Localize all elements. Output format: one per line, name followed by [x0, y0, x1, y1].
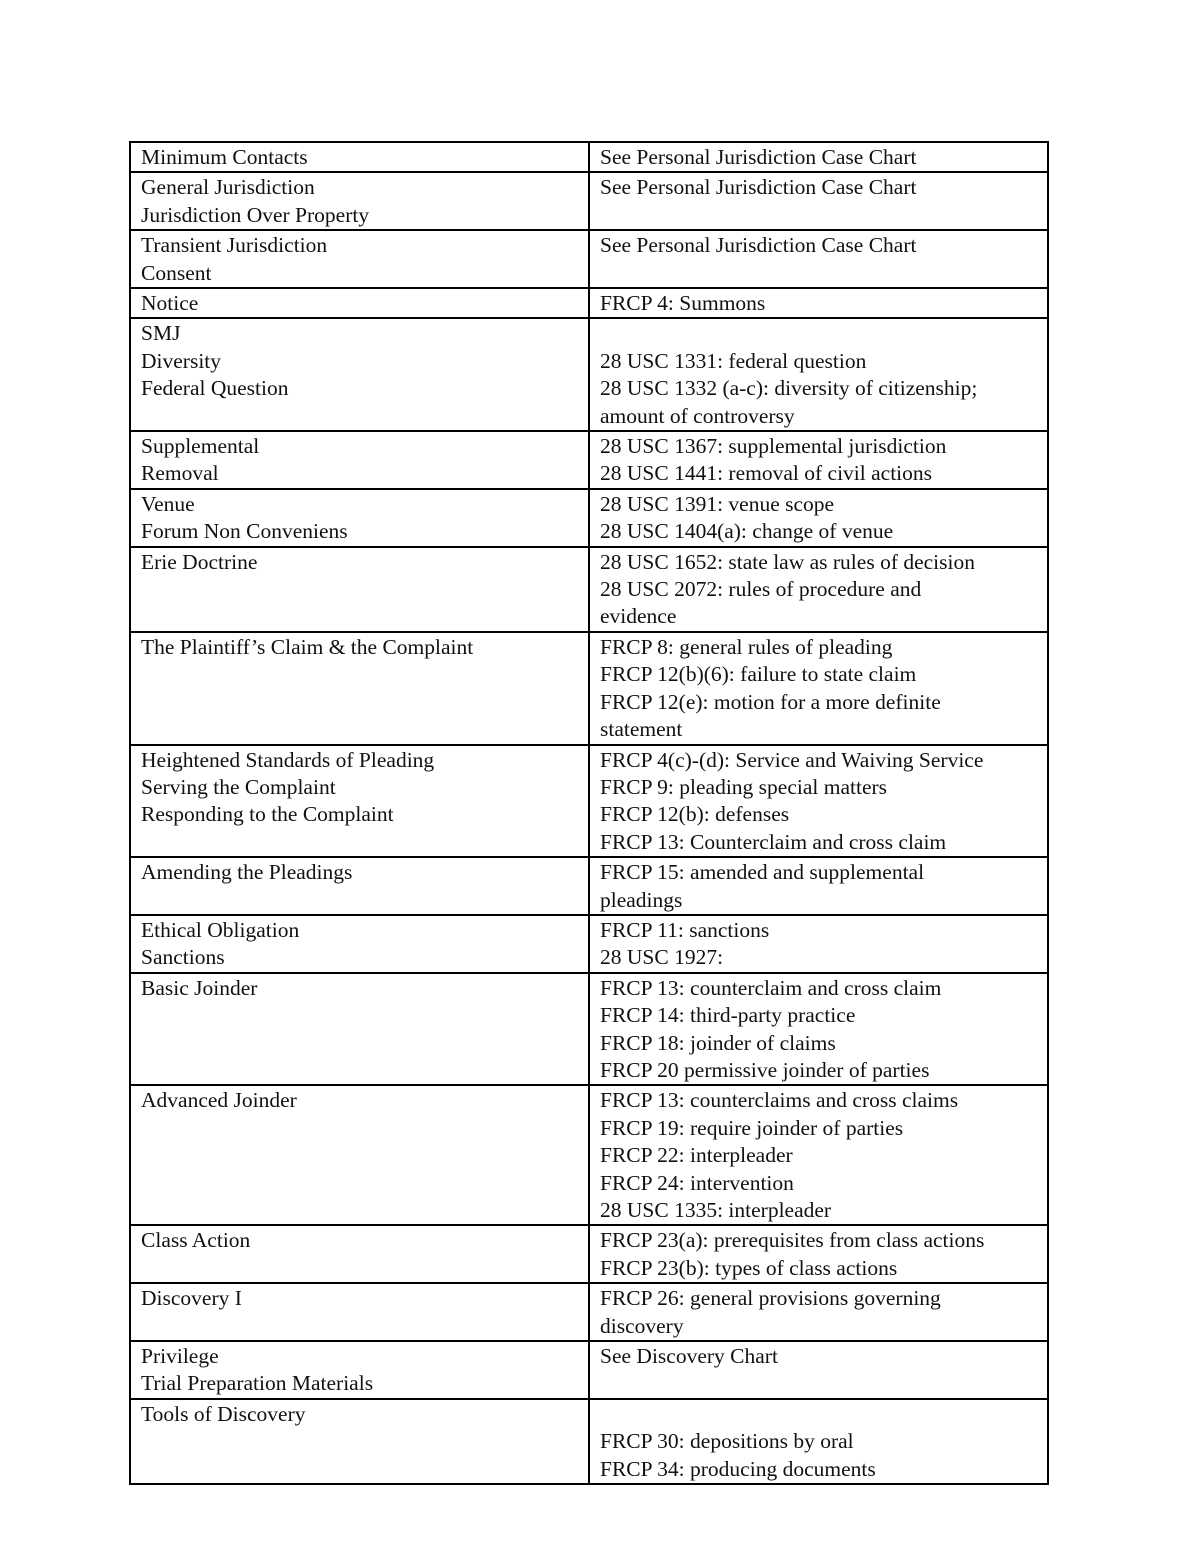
- rule-line: 28 USC 2072: rules of procedure and: [600, 577, 922, 602]
- rule-line: amount of controversy: [600, 403, 795, 428]
- topic-line: Erie Doctrine: [141, 549, 258, 574]
- table-row: [130, 489, 1048, 547]
- topic-cell: [130, 431, 589, 489]
- rule-line: [600, 320, 1037, 347]
- topic-cell: [130, 142, 589, 172]
- table-row: [130, 745, 1048, 858]
- rule-line: FRCP 18: joinder of claims: [600, 1030, 836, 1055]
- rules-cell: [589, 1399, 1048, 1484]
- rules-cell: [589, 857, 1048, 915]
- rules-cell: [589, 547, 1048, 632]
- topic-line: Removal: [141, 461, 219, 486]
- topic-cell: [130, 915, 589, 973]
- rule-line: FRCP 12(b)(6): failure to state claim: [600, 662, 917, 687]
- rules-chart-body: [130, 142, 1048, 1484]
- topic-cell: [130, 1085, 589, 1225]
- topic-cell: [130, 1225, 589, 1283]
- rule-line: See Personal Jurisdiction Case Chart: [600, 175, 917, 200]
- rule-line: 28 USC 1404(a): change of venue: [600, 519, 894, 544]
- rules-cell: [589, 230, 1048, 288]
- topic-line: Privilege: [141, 1344, 219, 1369]
- topic-cell: [130, 857, 589, 915]
- rule-line: FRCP 12(e): motion for a more definite: [600, 689, 941, 714]
- topic-cell: [130, 172, 589, 230]
- table-row: [130, 142, 1048, 172]
- table-row: [130, 1085, 1048, 1225]
- table-row: [130, 857, 1048, 915]
- rules-cell: [589, 915, 1048, 973]
- topic-line: Forum Non Conveniens: [141, 519, 348, 544]
- rule-line: FRCP 30: depositions by oral: [600, 1429, 854, 1454]
- topic-line: Responding to the Complaint: [141, 802, 394, 827]
- table-row: [130, 288, 1048, 318]
- rule-line: pleadings: [600, 887, 683, 912]
- rule-line: FRCP 8: general rules of pleading: [600, 634, 893, 659]
- topic-line: Minimum Contacts: [141, 145, 308, 169]
- table-row: [130, 230, 1048, 288]
- rule-line: FRCP 34: producing documents: [600, 1456, 876, 1481]
- topic-line: Jurisdiction Over Property: [141, 202, 370, 227]
- table-row: [130, 318, 1048, 431]
- rule-line: statement: [600, 717, 683, 742]
- table-row: [130, 547, 1048, 632]
- topic-line: Consent: [141, 260, 212, 285]
- rule-line: FRCP 4: Summons: [600, 291, 766, 316]
- rule-line: 28 USC 1332 (a-c): diversity of citizenship;: [600, 376, 978, 401]
- topic-line: Ethical Obligation: [141, 917, 300, 942]
- rule-line: FRCP 12(b): defenses: [600, 802, 790, 827]
- rule-line: FRCP 4(c)-(d): Service and Waiving Service: [600, 747, 984, 772]
- topic-cell: [130, 973, 589, 1086]
- table-row: [130, 973, 1048, 1086]
- table-row: [130, 632, 1048, 745]
- topic-line: Federal Question: [141, 376, 289, 401]
- topic-cell: [130, 745, 589, 858]
- topic-line: Supplemental: [141, 434, 260, 459]
- rules-cell: [589, 1225, 1048, 1283]
- rule-line: 28 USC 1331: federal question: [600, 348, 867, 373]
- topic-cell: [130, 632, 589, 745]
- rule-line: FRCP 11: sanctions: [600, 917, 770, 942]
- rules-chart-table: [129, 141, 1049, 1485]
- topic-line: Trial Preparation Materials: [141, 1371, 374, 1396]
- rule-line: FRCP 22: interpleader: [600, 1143, 793, 1168]
- rule-line: FRCP 13: Counterclaim and cross claim: [600, 829, 947, 854]
- rules-cell: [589, 1341, 1048, 1399]
- topic-cell: [130, 489, 589, 547]
- topic-cell: [130, 318, 589, 431]
- topic-cell: [130, 1341, 589, 1399]
- rule-line: FRCP 9: pleading special matters: [600, 774, 888, 799]
- rule-line: FRCP 24: intervention: [600, 1170, 794, 1195]
- topic-line: SMJ: [141, 321, 181, 346]
- rule-line: discovery: [600, 1313, 684, 1338]
- table-row: [130, 431, 1048, 489]
- rule-line: 28 USC 1927:: [600, 945, 724, 970]
- topic-line: Notice: [141, 291, 199, 316]
- rule-line: 28 USC 1335: interpleader: [600, 1198, 832, 1223]
- table-row: [130, 915, 1048, 973]
- rules-cell: [589, 288, 1048, 318]
- topic-line: Diversity: [141, 348, 222, 373]
- topic-line: Heightened Standards of Pleading: [141, 747, 435, 772]
- topic-line: Sanctions: [141, 945, 225, 970]
- rules-cell: [589, 745, 1048, 858]
- table-row: [130, 1399, 1048, 1484]
- rules-cell: [589, 172, 1048, 230]
- rules-cell: [589, 318, 1048, 431]
- topic-line: General Jurisdiction: [141, 175, 315, 200]
- topic-line: Venue: [141, 491, 195, 516]
- rules-cell: [589, 973, 1048, 1086]
- topic-line: Class Action: [141, 1228, 251, 1253]
- topic-cell: [130, 1399, 589, 1484]
- rule-line: FRCP 13: counterclaims and cross claims: [600, 1088, 959, 1113]
- topic-line: Serving the Complaint: [141, 774, 336, 799]
- rule-line: See Personal Jurisdiction Case Chart: [600, 233, 917, 258]
- rule-line: [600, 1401, 1037, 1428]
- rule-line: FRCP 19: require joinder of parties: [600, 1115, 904, 1140]
- table-row: [130, 1341, 1048, 1399]
- rules-cell: [589, 489, 1048, 547]
- rule-line: 28 USC 1441: removal of civil actions: [600, 461, 933, 486]
- rule-line: FRCP 14: third-party practice: [600, 1003, 856, 1028]
- topic-line: Tools of Discovery: [141, 1401, 306, 1426]
- rule-line: FRCP 13: counterclaim and cross claim: [600, 975, 942, 1000]
- topic-line: Discovery I: [141, 1286, 242, 1311]
- rules-cell: [589, 1085, 1048, 1225]
- rule-line: evidence: [600, 604, 677, 629]
- topic-line: Transient Jurisdiction: [141, 233, 328, 258]
- table-row: [130, 172, 1048, 230]
- topic-cell: [130, 1283, 589, 1341]
- topic-line: Amending the Pleadings: [141, 860, 353, 885]
- rules-cell: [589, 142, 1048, 172]
- topic-cell: [130, 288, 589, 318]
- table-row: [130, 1283, 1048, 1341]
- rule-line: FRCP 23(b): types of class actions: [600, 1255, 898, 1280]
- rule-line: See Personal Jurisdiction Case Chart: [600, 145, 917, 169]
- rule-line: 28 USC 1367: supplemental jurisdiction: [600, 434, 947, 459]
- rule-line: 28 USC 1391: venue scope: [600, 491, 835, 516]
- rule-line: FRCP 23(a): prerequisites from class actions: [600, 1228, 985, 1253]
- rule-line: FRCP 20 permissive joinder of parties: [600, 1057, 930, 1082]
- topic-line: Basic Joinder: [141, 975, 258, 1000]
- table-row: [130, 1225, 1048, 1283]
- rules-cell: [589, 632, 1048, 745]
- rule-line: FRCP 26: general provisions governing: [600, 1286, 941, 1311]
- rule-line: See Discovery Chart: [600, 1344, 778, 1369]
- rules-cell: [589, 431, 1048, 489]
- topic-line: The Plaintiff’s Claim & the Complaint: [141, 634, 474, 659]
- rule-line: 28 USC 1652: state law as rules of decision: [600, 549, 976, 574]
- topic-cell: [130, 230, 589, 288]
- rules-cell: [589, 1283, 1048, 1341]
- topic-cell: [130, 547, 589, 632]
- rule-line: FRCP 15: amended and supplemental: [600, 860, 925, 885]
- topic-line: Advanced Joinder: [141, 1088, 297, 1113]
